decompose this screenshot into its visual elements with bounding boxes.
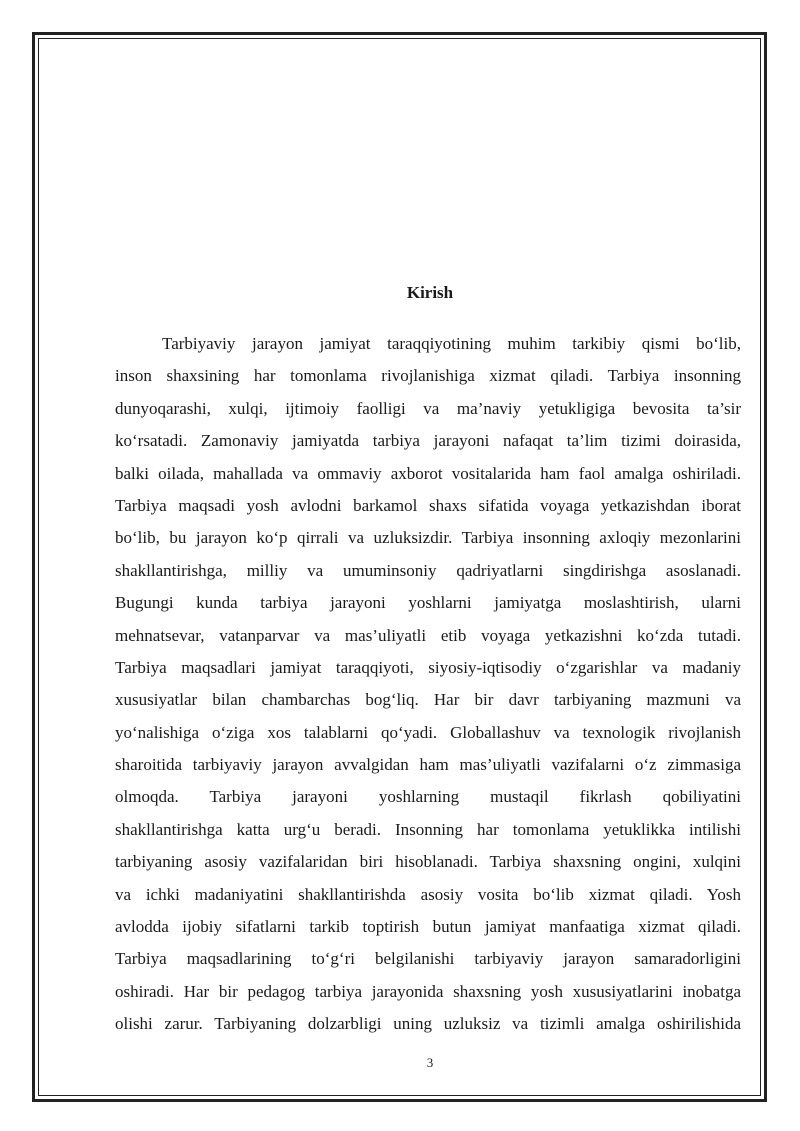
text-line: balki oilada, mahallada va ommaviy axborot vositalarida ham faol amalga oshiriladi. <box>115 463 741 483</box>
text-line: ko‘rsatadi. Zamonaviy jamiyatda tarbiya jarayoni nafaqat ta’lim tizimi doirasida, <box>115 431 741 451</box>
text-line: yo‘nalishiga o‘ziga xos talablarni qo‘yadi. Globallashuv va texnologik rivojlanish <box>115 722 741 742</box>
text-line: olishi zarur. Tarbiyaning dolzarbligi uning uzluksiz va tizimli amalga oshirilishida <box>115 1014 741 1034</box>
text-line: va ichki madaniyatini shakllantirishda asosiy vosita bo‘lib xizmat qiladi. Yosh <box>115 884 741 904</box>
text-line: shakllantirishga, milliy va umuminsoniy qadriyatlarni singdirishga asoslanadi. <box>115 560 741 580</box>
text-line: Bugungi kunda tarbiya jarayoni yoshlarni jamiyatga moslashtirish, ularni <box>115 593 741 613</box>
text-line: xususiyatlar bilan chambarchas bog‘liq. Har bir davr tarbiyaning mazmuni va <box>115 690 741 710</box>
body-paragraph <box>115 328 741 1041</box>
section-title: Kirish <box>406 283 454 302</box>
text-line: avlodda ijobiy sifatlarni tarkib toptirish butun jamiyat manfaatiga xizmat qiladi. <box>115 917 741 937</box>
text-line: dunyoqarashi, xulqi, ijtimoiy faolligi va ma’naviy yetukligiga bevosita ta’sir <box>115 398 741 418</box>
text-line: tarbiyaning asosiy vazifalaridan biri hisoblanadi. Tarbiya shaxsning ongini, xulqini <box>115 852 741 872</box>
text-line: olmoqda. Tarbiya jarayoni yoshlarning mustaqil fikrlash qobiliyatini <box>115 787 741 807</box>
text-line: inson shaxsining har tomonlama rivojlanishiga xizmat qiladi. Tarbiya insonning <box>115 366 741 386</box>
text-line: Tarbiya maqsadlarining to‘g‘ri belgilanishi tarbiyaviy jarayon samaradorligini <box>115 949 741 969</box>
text-line: oshiradi. Har bir pedagog tarbiya jarayonida shaxsning yosh xususiyatlarini inobatga <box>115 981 741 1001</box>
page-number: 3 <box>426 1055 434 1070</box>
text-line: Tarbiya maqsadlari jamiyat taraqqiyoti, siyosiy-iqtisodiy o‘zgarishlar va madaniy <box>115 657 741 677</box>
text-line: Tarbiyaviy jarayon jamiyat taraqqiyotining muhim tarkibiy qismi bo‘lib, <box>162 334 741 353</box>
text-line: mehnatsevar, vatanparvar va mas’uliyatli etib voyaga yetkazishni ko‘zda tutadi. <box>115 625 741 645</box>
text-line: sharoitida tarbiyaviy jarayon avvalgidan ham mas’uliyatli vazifalarni o‘z zimmasiga <box>115 755 741 775</box>
text-line: bo‘lib, bu jarayon ko‘p qirrali va uzluksizdir. Tarbiya insonning axloqiy mezonlarini <box>115 528 741 548</box>
text-line: Tarbiya maqsadi yosh avlodni barkamol shaxs sifatida voyaga yetkazishdan iborat <box>115 495 741 515</box>
text-line: shakllantirishga katta urg‘u beradi. Insonning har tomonlama yetuklikka intilishi <box>115 819 741 839</box>
